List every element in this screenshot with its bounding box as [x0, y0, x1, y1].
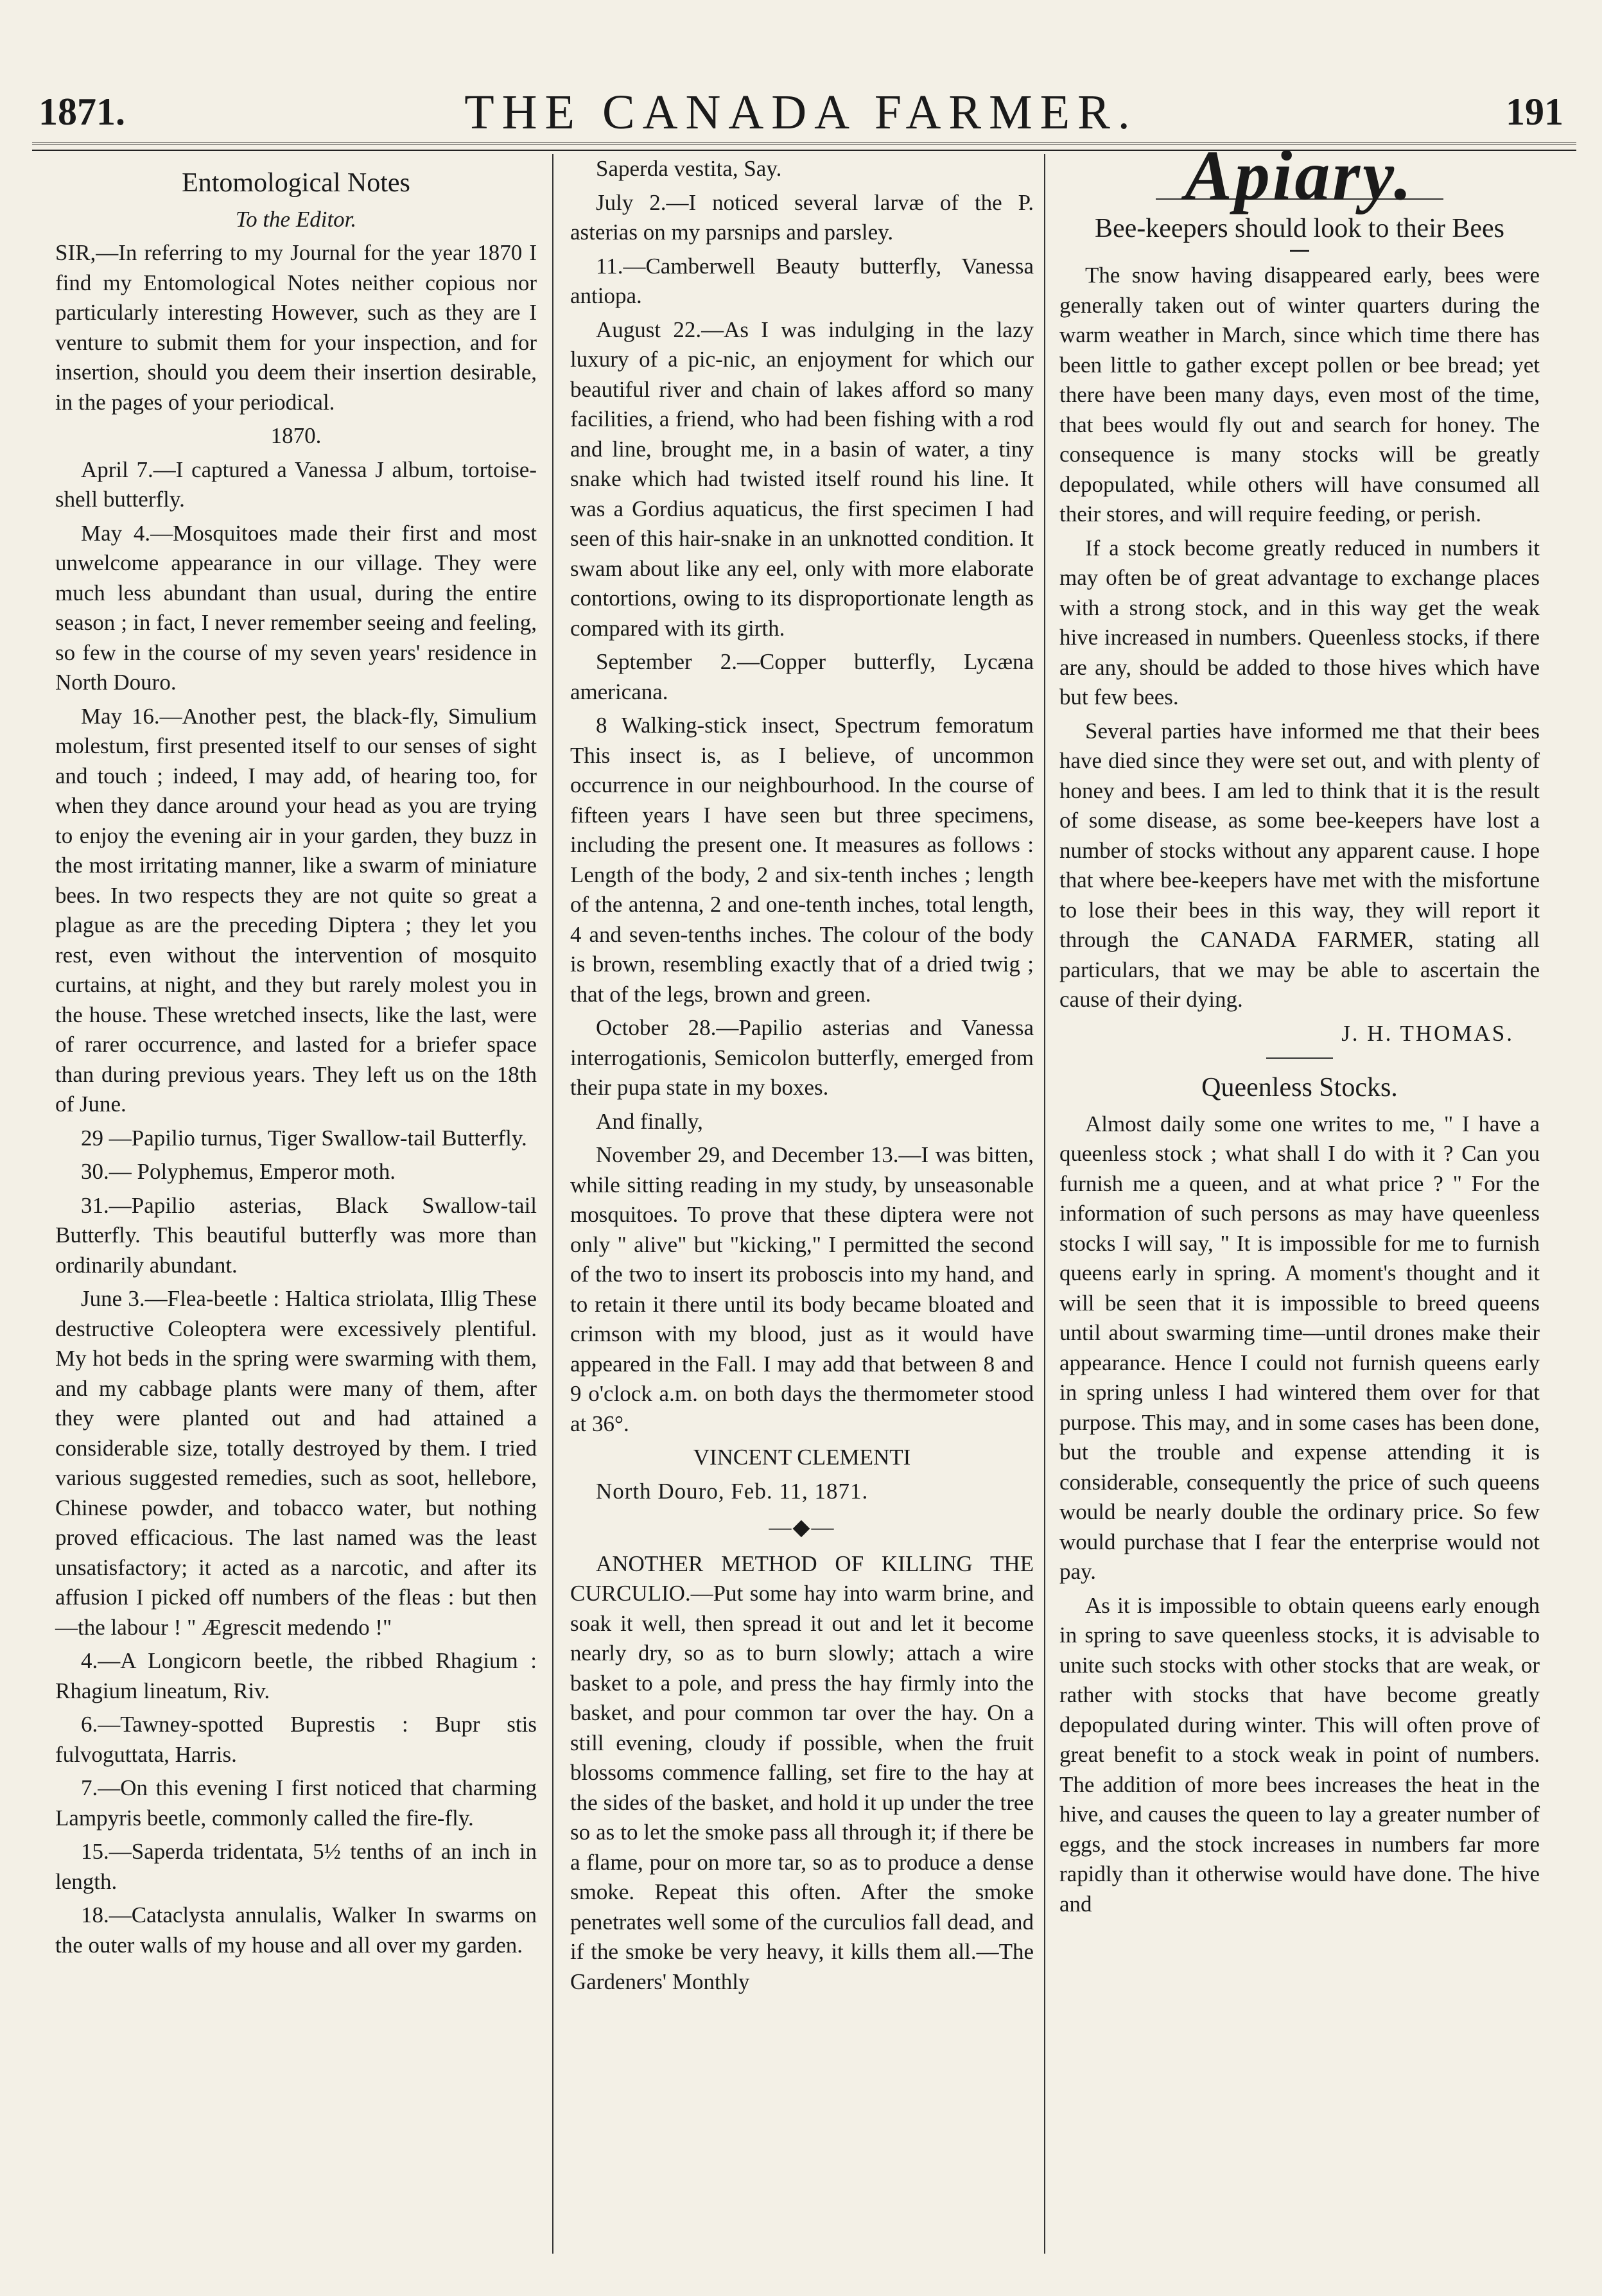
- paragraph: 8 Walking-stick insect, Spectrum femoratum This insect is, as I believe, of uncommon occurrence in our neighbourhood. In the course of fifteen years I have seen but three specimens, including the present one. It measures as follows : Length of the body, 2 and six-tenth inches ; length of the antenna, 2 and one-tenth inches, total length, 4 and seven-tenths inches. The colour of the body is brown, resembling exactly that of a dried twig ; that of the legs, brown and green.: [570, 713, 1034, 1007]
- divider: [1290, 250, 1309, 252]
- paragraph: The snow having disappeared early, bees were generally taken out of winter quarters during the warm weather in March, since which time there has been little to gather except pollen or bee bread; yet there have been many days, even most of the time, that bees would fly out and search for honey. The consequence is many stocks will be greatly depopulated, while others will have consumed all their stores, and will require feeding, or perish.: [1059, 263, 1540, 526]
- paragraph: 18.—Cataclysta annulalis, Walker In swarms on the outer walls of my house and all over my garden.: [55, 1902, 537, 1958]
- paragraph: September 2.—Copper butterfly, Lycæna americana.: [570, 649, 1034, 704]
- paragraph: April 7.—I captured a Vanessa J album, tortoise-shell butterfly.: [55, 457, 537, 512]
- paragraph: Saperda vestita, Say.: [596, 156, 782, 181]
- paragraph: June 3.—Flea-beetle : Haltica striolata, Illig These destructive Coleoptera were excessively plentiful. My hot beds in the spring were swarming with them, and my cabbage plants were many of them, after they were planted out and had attained a considerable size, totally destroyed by them. I tried various suggested remedies, such as soot, hellebore, Chinese powder, and tobacco water, but nothing proved efficacious. The last named was the least unsatisfactory; it acted as a narcotic, and after its affusion I picked off numbers of the fleas : but then—the labour ! " Ægrescit medendo !": [55, 1286, 537, 1640]
- author-signature: J. H. THOMAS.: [1341, 1020, 1514, 1046]
- paragraph: 30.— Polyphemus, Emperor moth.: [81, 1159, 396, 1184]
- article-heading: Bee-keepers should look to their Bees: [1095, 213, 1504, 243]
- paragraph: May 16.—Another pest, the black-fly, Simulium molestum, first presented itself to our senses of sight and touch ; indeed, I may add, of hearing too, for when they dance around your head as you are trying to enjoy the evening air in your garden, they buzz in the most irritating manner, like a swarm of miniature bees. In two respects they are not quite so great a plague as are the preceding Diptera ; they let you rest, even without the intervention of mosquito curtains, at night, and they but rarely molest you in the house. These wretched insects, like the last, were of rarer occurrence, and lasted for a briefer space than during previous years. They left us on the 18th of June.: [55, 703, 537, 1117]
- masthead-title: THE CANADA FARMER.: [464, 85, 1138, 139]
- column-2: [570, 154, 1034, 2001]
- page-number: 191: [1506, 91, 1563, 133]
- paragraph: Almost daily some one writes to me, " I have a queenless stock ; what shall I do with it ? Can you furnish me a queen, and at what price ? " For the information of such persons as may have queenless stocks I will say, " It is impossible for me to furnish queens early in spring. A moment's thought and it will be seen that it is impossible to breed queens until about swarming time—until drones make their appearance. Hence I could not furnish queens early in spring unless I had wintered them over for that purpose. This may, and in some cases has been done, but the trouble and expense attending it is considerable, consequently the price of such queens would be nearly double the ordinary price. So few would purchase that I fear the enterprise would not pay.: [1059, 1111, 1540, 1584]
- paragraph: July 2.—I noticed several larvæ of the P. asterias on my parsnips and parsley.: [570, 189, 1034, 245]
- paragraph: 4.—A Longicorn beetle, the ribbed Rhagium : Rhagium lineatum, Riv.: [55, 1648, 537, 1703]
- paragraph: November 29, and December 13.—I was bitten, while sitting reading in my study, by unseasonable mosquitoes. To prove that these diptera were not only " alive" but "kicking," I permitted the second of the two to insert its proboscis into my hand, and to retain it there until its body became bloated and crimson with my blood, just as it would have appeared in the Fall. I may add that between 8 and 9 o'clock a.m. on both days the thermometer stood at 36°.: [570, 1142, 1034, 1436]
- separator-ornament: —◆—: [769, 1515, 835, 1540]
- paragraph: 11.—Camberwell Beauty butterfly, Vanessa antiopa.: [570, 253, 1034, 308]
- paragraph: 31.—Papilio asterias, Black Swallow-tail Butterfly. This beautiful butterfly was more than ordinarily abundant.: [55, 1192, 537, 1278]
- article-heading: Entomological Notes: [182, 168, 410, 198]
- paragraph: 7.—On this evening I first noticed that charming Lampyris beetle, commonly called the fire-fly.: [55, 1775, 537, 1831]
- paragraph: And finally,: [596, 1108, 703, 1134]
- divider: [1266, 1057, 1334, 1059]
- author-signature: VINCENT CLEMENTI: [693, 1445, 911, 1470]
- paragraph: 15.—Saperda tridentata, 5½ tenths of an inch in length.: [55, 1839, 537, 1894]
- article-heading: Queenless Stocks.: [1201, 1073, 1398, 1102]
- paragraph: ANOTHER METHOD OF KILLING THE CURCULIO.—Put some hay into warm brine, and soak it well, then spread it out and let it become nearly dry, so as to burn slowly; attach a wire basket to a pole, and press the hay firmly into the basket, and pour common tar over the hay. On a still evening, cloudy if possible, when the fruit blossoms commence falling, set fire to the hay at the sides of the basket, and hold it up under the tree so as to let the smoke pass all through it; if there be a flame, pour on more tar, so as to produce a dense smoke. Repeat this often. After the smoke penetrates well some of the curculios fall dead, and if the smoke be very heavy, it kills them all.—The Gardeners' Monthly: [570, 1551, 1034, 1994]
- paragraph: SIR,—In referring to my Journal for the year 1870 I find my Entomological Notes neither copious nor particularly interesting However, such as they are I venture to submit them for your inspection, and for insertion, should you deem their insertion desirable, in the pages of your periodical.: [55, 240, 537, 415]
- paragraph: October 28.—Papilio asterias and Vanessa interrogationis, Semicolon butterfly, emerged from their pupa state in my boxes.: [570, 1015, 1034, 1100]
- paragraph: 6.—Tawney-spotted Buprestis : Bupr stis fulvoguttata, Harris.: [55, 1712, 537, 1767]
- paragraph: 29 —Papilio turnus, Tiger Swallow-tail Butterfly.: [81, 1125, 527, 1151]
- year-line: 1870.: [270, 423, 322, 448]
- column-3: [1059, 136, 1540, 1923]
- dateline: North Douro, Feb. 11, 1871.: [596, 1478, 869, 1504]
- column-divider: [552, 154, 553, 2254]
- column-divider: [1044, 154, 1045, 2254]
- issue-year: 1871.: [39, 91, 125, 133]
- salutation: To the Editor.: [235, 206, 357, 232]
- paragraph: May 4.—Mosquitoes made their first and most unwelcome appearance in our village. They were much less abundant than usual, during the entire season ; in fact, I never remember seeing and feeling, so few in the course of my seven years' residence in North Douro.: [55, 520, 537, 695]
- paragraph: As it is impossible to obtain queens early enough in spring to save queenless stocks, it is advisable to unite such stocks with other stocks that are weak, or rather with stocks that have become greatly depopulated during winter. This will often prove of great benefit to a stock weak in point of numbers. The addition of more bees increases the heat in the hive, and causes the queen to lay a greater number of eggs, and the stock increases in numbers far more rapidly than it otherwise would have done. The hive and: [1059, 1592, 1540, 1917]
- section-title: Apiary.: [1185, 136, 1415, 214]
- paragraph: Several parties have informed me that their bees have died since they were set out, and with plenty of honey and bees. I am led to think that it is the result of some disease, as some bee-keepers have lost a number of stocks without any apparent cause. I hope that where bee-keepers have met with the misfortune to lose their bees in this way, they will report it through the CANADA FARMER, stating all particulars, that we may be able to ascertain the cause of their dying.: [1059, 718, 1540, 1012]
- column-1: [55, 154, 537, 1964]
- paragraph: August 22.—As I was indulging in the lazy luxury of a pic-nic, an enjoyment for which our beautiful river and chain of lakes afford so many facilities, a friend, who had been fishing with a rod and line, brought me, in a basin of water, a tiny snake which had twisted itself round his line. It was a Gordius aquaticus, the first specimen I had seen of this hair-snake in an unknotted condition. It swam about like any eel, only with more elaborate contortions, owing to its disproportionate length as compared with its girth.: [570, 317, 1034, 641]
- paragraph: If a stock become greatly reduced in numbers it may often be of great advantage to exchange places with a strong stock, and in this way get the weak hive increased in numbers. Queenless stocks, if there are any, should be added to those hives which have but few bees.: [1059, 535, 1540, 709]
